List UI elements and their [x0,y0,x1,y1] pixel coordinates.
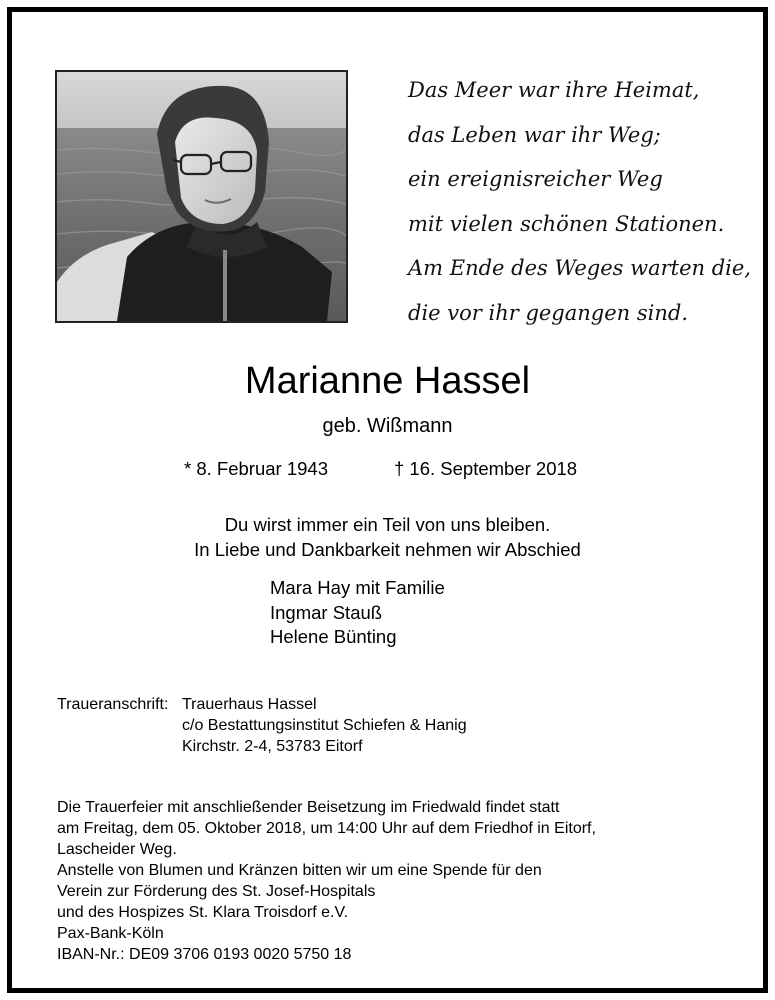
farewell-text [0,512,775,562]
mourner: Helene Bünting [270,626,397,647]
poem-line: die vor ihr gegangen sind. [408,300,689,325]
info-line: Die Trauerfeier mit anschließender Beisetzung im Friedwald findet statt [57,799,560,816]
poem-line: Am Ende des Weges warten die, [408,256,751,280]
info-line: und des Hospizes St. Klara Troisdorf e.V. [57,904,349,921]
poem-line: ein ereignisreicher Weg [408,167,663,191]
info-line: Verein zur Förderung des St. Josef-Hospitals [57,883,376,900]
mourner: Mara Hay mit Familie [270,577,445,598]
farewell-line: Du wirst immer ein Teil von uns bleiben. [224,514,551,535]
info-line: Pax-Bank-Köln [57,925,164,942]
poem-line: mit vielen schönen Stationen. [408,211,725,236]
address-line: Trauerhaus Hassel [182,696,317,713]
birth-name: geb. Wißmann [322,415,453,437]
poem-line: das Leben war ihr Weg; [408,122,661,147]
info-line: Anstelle von Blumen und Kränzen bitten wir um eine Spende für den [57,862,542,879]
address-label: Traueranschrift: [57,696,169,713]
portrait-photo [55,70,348,323]
deceased-name: Marianne Hassel [244,360,531,402]
poem-line: Das Meer war ihre Heimat, [408,78,700,102]
funeral-info [57,797,596,965]
mourner: Ingmar Stauß [270,601,383,623]
poem [408,68,753,335]
death-date: † 16. September 2018 [394,458,578,479]
info-line: IBAN-Nr.: DE09 3706 0193 0020 5750 18 [57,946,352,963]
address-lines [182,694,467,757]
birth-date: * 8. Februar 1943 [184,458,328,479]
mourners-list [270,576,445,650]
address-line: Kirchstr. 2-4, 53783 Eitorf [182,738,363,755]
farewell-line: In Liebe und Dankbarkeit nehmen wir Abschied [194,539,581,560]
address-line: c/o Bestattungsinstitut Schiefen & Hanig [182,717,467,734]
info-line: Lascheider Weg. [57,841,177,858]
info-line: am Freitag, dem 05. Oktober 2018, um 14:00 Uhr auf dem Friedhof in Eitorf, [57,820,596,837]
